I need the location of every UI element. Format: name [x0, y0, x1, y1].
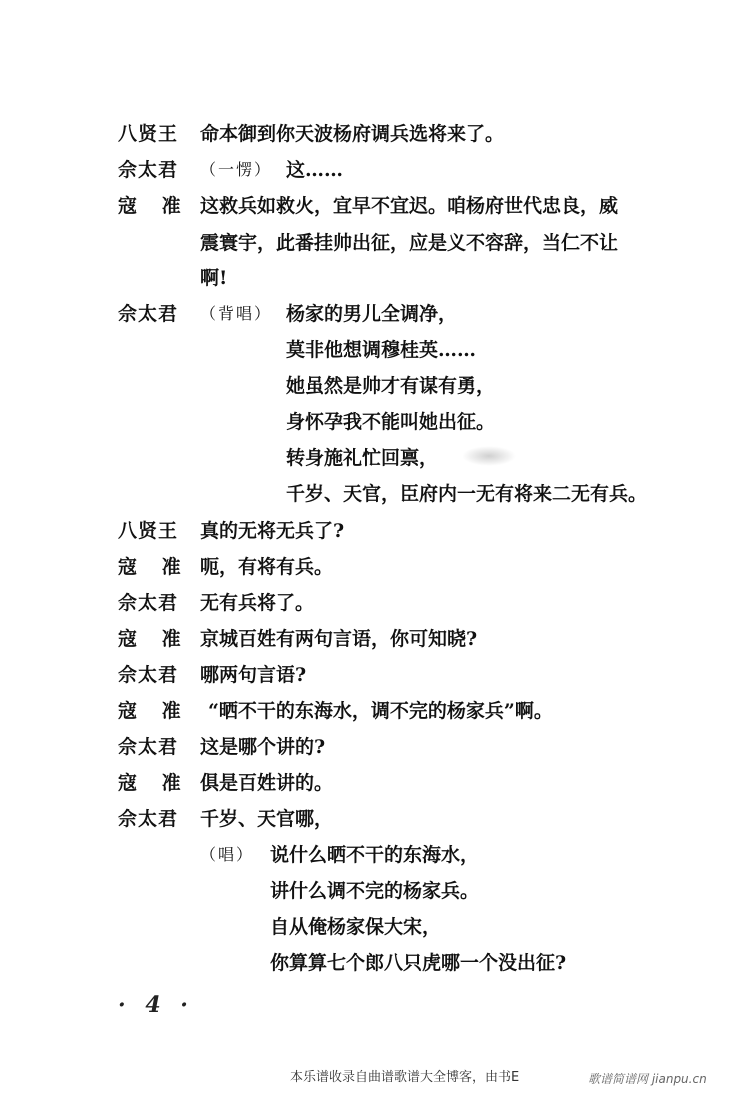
speaker-name: 佘太君 — [118, 664, 179, 686]
dialogue-text: 哪两句言语? — [200, 664, 307, 686]
speaker-name: 佘太君 — [118, 736, 179, 758]
sung-verse: 她虽然是帅才有谋有勇， — [286, 375, 496, 397]
speaker-name: 八贤王 — [118, 520, 179, 542]
sung-verse: 讲什么调不完的杨家兵。 — [270, 880, 480, 902]
dialogue-text: 千岁、天官哪， — [200, 808, 334, 830]
dialogue-text: 这是哪个讲的? — [200, 736, 326, 758]
speaker-name: 佘太君 — [118, 303, 179, 325]
footer-note: 本乐谱收录自曲谱歌谱大全博客，由书E — [290, 1070, 520, 1085]
dialogue-text: 命本御到你天波杨府调兵选将来了。 — [200, 123, 505, 145]
dialogue-text: 真的无将无兵了? — [200, 520, 345, 542]
sung-verse: 杨家的男儿全调净， — [286, 303, 458, 325]
dialogue-text: “晒不干的东海水，调不完的杨家兵”啊。 — [208, 700, 553, 722]
dialogue-text: 这…… — [286, 159, 344, 181]
page-number: · 4 · — [118, 992, 194, 1018]
dialogue-text: 京城百姓有两句言语，你可知晓? — [200, 628, 478, 650]
stage-direction: （一愣） — [200, 160, 273, 179]
speaker-name: 寇 准 — [118, 628, 190, 650]
speaker-name: 寇 准 — [118, 772, 190, 794]
speaker-name: 佘太君 — [118, 808, 179, 830]
dialogue-text: 无有兵将了。 — [200, 592, 315, 614]
sung-verse: 身怀孕我不能叫她出征。 — [286, 411, 496, 433]
stage-direction: （背唱） — [200, 304, 273, 323]
stage-direction: （唱） — [200, 845, 255, 864]
sung-verse: 莫非他想调穆桂英…… — [286, 339, 477, 361]
speaker-name: 寇 准 — [118, 700, 190, 722]
dialogue-text: 震寰宇，此番挂帅出征，应是义不容辞，当仁不让 — [200, 232, 619, 254]
speaker-name: 八贤王 — [118, 123, 179, 145]
scan-smudge — [462, 446, 516, 466]
site-watermark: 歌谱简谱网 jianpu.cn — [588, 1072, 707, 1086]
dialogue-text: 这救兵如救火，宜早不宜迟。咱杨府世代忠良，威 — [200, 195, 619, 217]
sung-verse: 自从俺杨家保大宋， — [270, 916, 442, 938]
sung-verse: 转身施礼忙回禀， — [286, 447, 439, 469]
dialogue-text: 啊! — [200, 267, 228, 289]
speaker-name: 寇 准 — [118, 556, 190, 578]
dialogue-text: 俱是百姓讲的。 — [200, 772, 334, 794]
sung-verse: 千岁、天官，臣府内一无有将来二无有兵。 — [286, 483, 648, 505]
speaker-name: 佘太君 — [118, 159, 179, 181]
speaker-name: 寇 准 — [118, 195, 190, 217]
sung-verse: 说什么晒不干的东海水， — [270, 844, 480, 866]
dialogue-text: 呃，有将有兵。 — [200, 556, 334, 578]
sung-verse: 你算算七个郎八只虎哪一个没出征? — [270, 952, 567, 974]
speaker-name: 佘太君 — [118, 592, 179, 614]
